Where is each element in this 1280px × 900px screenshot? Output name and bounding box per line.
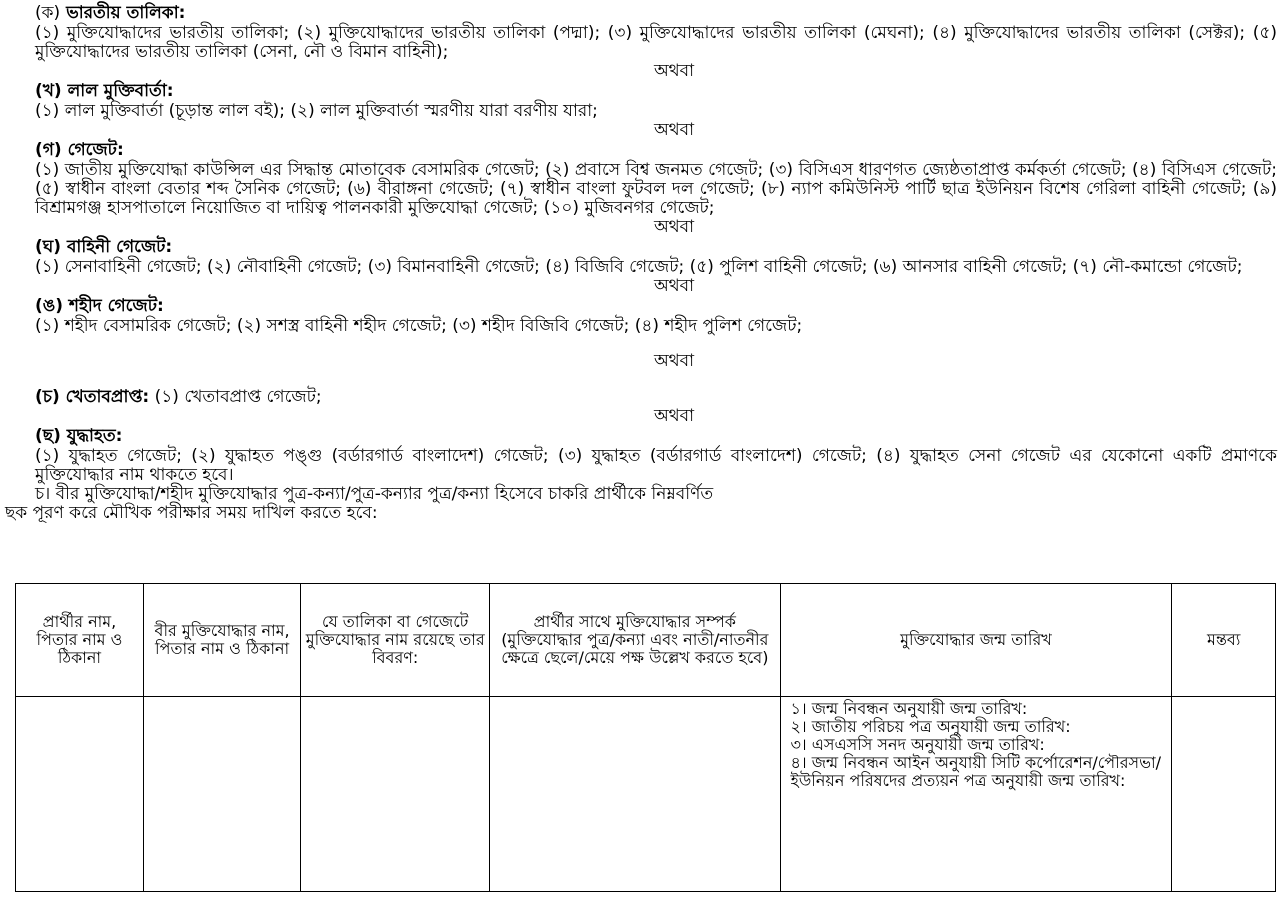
- header-freedom-fighter: বীর মুক্তিযোদ্ধার নাম, পিতার নাম ও ঠিকানা: [143, 584, 300, 697]
- document-content: [5, 3, 1277, 523]
- section-title: (খ) লাল মুক্তিবার্তা:: [35, 81, 174, 101]
- form-table-wrapper: [15, 583, 1276, 892]
- instruction-line-continued: ছক পূরণ করে মৌখিক পরীক্ষার সময় দাখিল করতে হবে:: [5, 503, 378, 523]
- separator-text: অথবা: [653, 120, 695, 140]
- header-relation: প্রার্থীর সাথে মুক্তিযোদ্ধার সম্পর্ক (মুক্তিযোদ্ধার পুত্র/কন্যা এবং নাতী/নাতনীর ক্ষেত্রে ছেলে/মেয়ে পক্ষ উল্লেখ করতে হবে): [490, 584, 780, 697]
- section-title: (গ) গেজেট:: [35, 140, 124, 160]
- section-body: (১) মুক্তিযোদ্ধাদের ভারতীয় তালিকা; (২) মুক্তিযোদ্ধাদের ভারতীয় তালিকা (পদ্মা); (৩) মুক্তিযোদ্ধাদের ভারতীয় তালিকা (মেঘনা); (৪) মুক্তিযোদ্ধাদের ভারতীয় তালিকা (সেক্টর); (৫) মুক্তিযোদ্ধাদের ভারতীয় তালিকা (সেনা, নৌ ও বিমান বাহিনী);: [35, 23, 1277, 62]
- cell-freedom-fighter[interactable]: [143, 697, 300, 892]
- section-ka: [35, 3, 1277, 62]
- section-body: (১) খেতাবপ্রাপ্ত গেজেট;: [149, 387, 322, 407]
- spacer: [35, 336, 1277, 352]
- cell-remarks[interactable]: [1172, 697, 1276, 892]
- separator-text: অথবা: [653, 276, 695, 296]
- section-body: (১) জাতীয় মুক্তিযোদ্ধা কাউন্সিল এর সিদ্ধান্ত মোতাবেক বেসামরিক গেজেট; (২) প্রবাসে বিশ্ব জনমত গেজেট; (৩) বিসিএস ধারণগত জ্যেষ্ঠতাপ্রাপ্ত কর্মকর্তা গেজেট; (৪) বিসিএস গেজেট; (৫) স্বাধীন বাংলা বেতার শব্দ সৈনিক গেজেট; (৬) বীরাঙ্গনা গেজেট; (৭) স্বাধীন বাংলা ফুটবল দল গেজেট; (৮) ন্যাপ কমিউনিস্ট পার্টি ছাত্র ইউনিয়ন বিশেষ গেরিলা বাহিনী গেজেট; (৯) বিশ্রামগঞ্জ হাসপাতালে নিয়োজিত বা দায়িত্ব পালনকারী মুক্তিযোদ্ধা গেজেট; (১০) মুজিবনগর গেজেট;: [35, 160, 1277, 218]
- birth-date-item: ৪। জন্ম নিবন্ধন আইন অনুযায়ী সিটি কর্পোরেশন/পৌরসভা/ইউনিয়ন পরিষদের প্রত্যয়ন পত্র অনুযায়ী জন্ম তারিখ:: [790, 753, 1162, 790]
- header-list-gazette: যে তালিকা বা গেজেটে মুক্তিযোদ্ধার নাম রয়েছে তার বিবরণ:: [301, 584, 490, 697]
- header-candidate: প্রার্থীর নাম, পিতার নাম ও ঠিকানা: [16, 584, 144, 697]
- section-title: (ঙ) শহীদ গেজেট:: [35, 296, 164, 316]
- section-body: (১) লাল মুক্তিবার্তা (চূড়ান্ত লাল বই); (২) লাল মুক্তিবার্তা স্মরণীয় যারা বরণীয় যারা;: [35, 101, 598, 121]
- cell-birth-date[interactable]: [780, 697, 1172, 892]
- birth-date-item: ২। জাতীয় পরিচয় পত্র অনুযায়ী জন্ম তারিখ:: [790, 717, 1071, 736]
- section-cha: [35, 387, 1277, 407]
- section-body: (১) শহীদ বেসামরিক গেজেট; (২) সশস্ত্র বাহিনী শহীদ গেজেট; (৩) শহীদ বিজিবি গেজেট; (৪) শহীদ পুলিশ গেজেট;: [35, 316, 803, 336]
- section-heading: [35, 3, 1277, 24]
- separator-text: অথবা: [653, 406, 695, 426]
- section-title: (চ) খেতাবপ্রাপ্ত:: [35, 387, 150, 407]
- section-kha: [35, 81, 1277, 121]
- separator-text: অথবা: [653, 351, 695, 371]
- cell-candidate[interactable]: [16, 697, 144, 892]
- section-prefix: (ক): [35, 3, 61, 23]
- birth-date-item: ৩। এসএসসি সনদ অনুযায়ী জন্ম তারিখ:: [790, 735, 1045, 754]
- section-title: ভারতীয় তালিকা:: [66, 3, 186, 23]
- separator-text: অথবা: [653, 217, 695, 237]
- section-body: (১) সেনাবাহিনী গেজেট; (২) নৌবাহিনী গেজেট; (৩) বিমানবাহিনী গেজেট; (৪) বিজিবি গেজেট; (৫) পুলিশ বাহিনী গেজেট; (৬) আনসার বাহিনী গেজেট; (৭) নৌ-কমান্ডো গেজেট;: [35, 257, 1243, 277]
- birth-date-item: ১। জন্ম নিবন্ধন অনুযায়ী জন্ম তারিখ:: [790, 699, 1028, 718]
- cell-list-gazette[interactable]: [301, 697, 490, 892]
- section-title: (ছ) যুদ্ধাহত:: [35, 426, 123, 446]
- section-umo: [35, 296, 1277, 336]
- table-row: [16, 697, 1276, 892]
- section-body: (১) যুদ্ধাহত গেজেট; (২) যুদ্ধাহত পঙ্গু (বর্ডারগার্ড বাংলাদেশ) গেজেট; (৩) যুদ্ধাহত (বর্ডারগার্ড বাংলাদেশ) গেজেট; (৪) যুদ্ধাহত সেনা গেজেট এর যেকোনো একটি প্রমাণকে মুক্তিযোদ্ধার নাম থাকতে হবে।: [35, 446, 1277, 485]
- section-ga: [35, 140, 1277, 218]
- separator-text: অথবা: [653, 61, 695, 81]
- cell-relation[interactable]: [490, 697, 780, 892]
- table-header-row: [16, 584, 1276, 697]
- instruction-line: চ। বীর মুক্তিযোদ্ধা/শহীদ মুক্তিযোদ্ধার পুত্র-কন্যা/পুত্র-কন্যার পুত্র/কন্যা হিসেবে চাকরি প্রার্থীকে নিম্নবর্ণিত: [35, 484, 714, 504]
- spacer: [35, 371, 1277, 387]
- header-birth-date: মুক্তিযোদ্ধার জন্ম তারিখ: [780, 584, 1172, 697]
- section-title: (ঘ) বাহিনী গেজেট:: [35, 237, 173, 257]
- section-chha: [35, 426, 1277, 485]
- header-remarks: মন্তব্য: [1172, 584, 1276, 697]
- form-table: [15, 583, 1276, 892]
- section-gha: [35, 237, 1277, 277]
